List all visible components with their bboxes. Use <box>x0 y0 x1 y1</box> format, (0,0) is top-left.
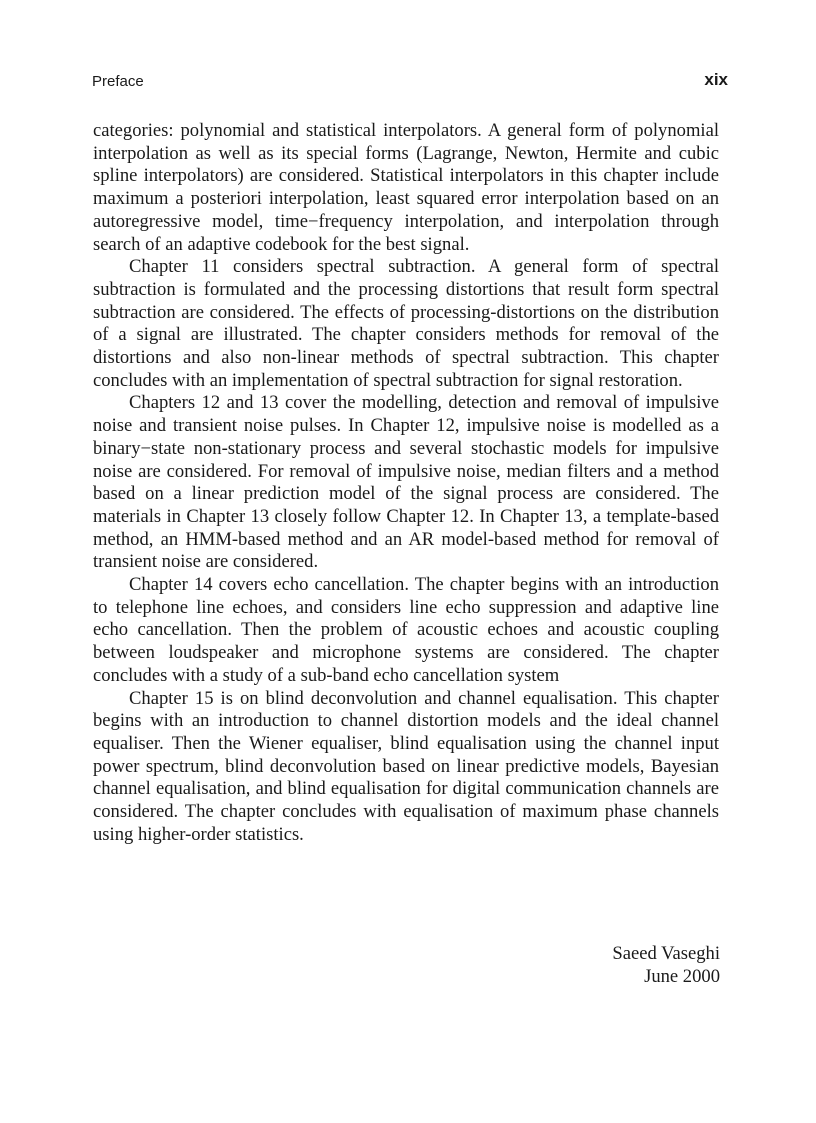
signature-block <box>612 942 720 988</box>
running-title: Preface <box>92 73 144 90</box>
paragraph-chapter-11: Chapter 11 considers spectral subtraction. A general form of spectral subtraction is formulated and the processing distortions that result form spectral subtraction are considered. The effects of processing-distortions on the distribution of a signal are illustrated. The chapter considers methods for removal of the distortions and also non-linear methods of spectral subtraction. This chapter concludes with an implementation of spectral subtraction for signal restoration. <box>93 256 719 391</box>
signature-date: June 2000 <box>644 966 720 987</box>
paragraph-continued: categories: polynomial and statistical interpolators. A general form of polynomial interpolation as well as its special forms (Lagrange, Newton, Hermite and cubic spline interpolators) are considered. Statistical interpolators in this chapter include maximum a posteriori interpolation, least squared error interpolation based on an autoregressive model, time−frequency interpolation, and interpolation through search of an adaptive codebook for the best signal. <box>93 120 719 255</box>
running-head <box>92 72 728 94</box>
author-name: Saeed Vaseghi <box>612 943 720 964</box>
paragraph-chapters-12-13: Chapters 12 and 13 cover the modelling, detection and removal of impulsive noise and transient noise pulses. In Chapter 12, impulsive noise is modelled as a binary−state non-stationary process and several stochastic models for impulsive noise are considered. For removal of impulsive noise, median filters and a method based on a linear prediction model of the signal process are considered. The materials in Chapter 13 closely follow Chapter 12. In Chapter 13, a template-based method, an HMM-based method and an AR model-based method for removal of transient noise are considered. <box>93 392 719 573</box>
paragraph-chapter-14: Chapter 14 covers echo cancellation. The chapter begins with an introduction to telephone line echoes, and considers line echo suppression and adaptive line echo cancellation. Then the problem of acoustic echoes and acoustic coupling between loudspeaker and microphone systems are considered. The chapter concludes with a study of a sub-band echo cancellation system <box>93 574 719 686</box>
page-number: xix <box>704 70 728 89</box>
body-text <box>93 120 719 847</box>
paragraph-chapter-15: Chapter 15 is on blind deconvolution and channel equalisation. This chapter begins with an introduction to channel distortion models and the ideal channel equaliser. Then the Wiener equaliser, blind equalisation using the channel input power spectrum, blind deconvolution based on linear predictive models, Bayesian channel equalisation, and blind equalisation for digital communication channels are considered. The chapter concludes with equalisation of maximum phase channels using higher-order statistics. <box>93 687 719 845</box>
